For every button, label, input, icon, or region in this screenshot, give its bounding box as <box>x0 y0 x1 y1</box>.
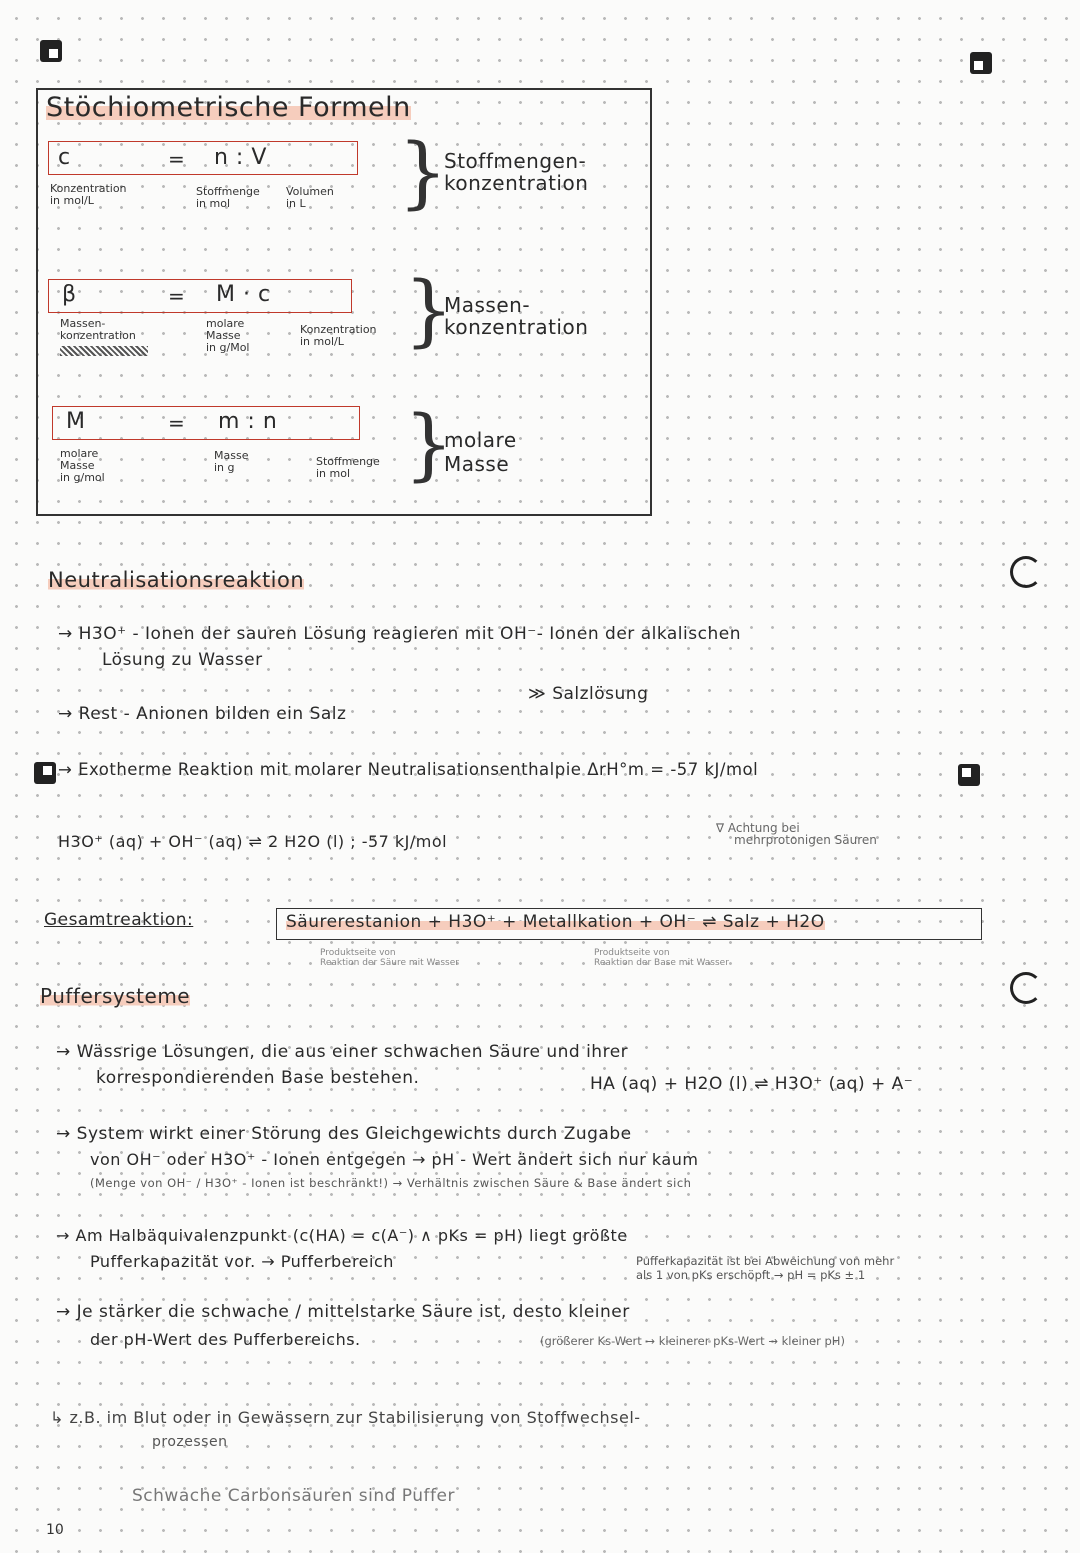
sub-note: Produktseite von Reaktion der Base mit Wasser <box>594 948 729 968</box>
factor-a-label: molare Masse in g/Mol <box>206 317 250 354</box>
scribble-icon <box>60 346 148 356</box>
gesamt-label: Gesamtreaktion: <box>44 910 194 930</box>
formula-description: Massen- konzentration <box>444 293 589 339</box>
text-line: ↳ z.B. im Blut oder in Gewässern zur Stabilisierung von Stoffwechsel- <box>50 1408 641 1427</box>
text-line: von OH⁻ oder H3O⁺ - Ionen entgegen → pH - Wert ändert sich nur kaum <box>90 1150 699 1169</box>
formula-highlight-box <box>48 279 352 313</box>
ring-mark-icon <box>1010 972 1042 1004</box>
factor-b-label: Volumen in L <box>286 185 334 210</box>
text-line: Pufferkapazität vor. → Pufferbereich <box>90 1252 394 1271</box>
formula-lhs: β <box>62 282 77 307</box>
page-title: Stöchiometrische Formeln <box>46 92 411 123</box>
formula-rhs: m : n <box>218 409 278 434</box>
factor-a-label: Stoffmenge in mol <box>196 185 260 210</box>
lhs-label: Konzentration in mol/L <box>50 182 127 207</box>
formula-lhs: M <box>66 409 86 434</box>
sub-note: Produktseite von Reaktion der Säure mit Wasser <box>320 948 459 968</box>
margin-note: ∇ Achtung bei mehrprotonigen Säuren <box>716 821 877 847</box>
margin-note: (größerer Ks-Wert → kleinerer pKs-Wert → kleiner pH) <box>540 1334 845 1348</box>
section-heading-neutralisation: Neutralisationsreaktion <box>48 568 305 592</box>
factor-b-label: Stoffmenge in mol <box>316 455 380 480</box>
corner-mark-icon <box>40 40 62 62</box>
text-line: → Wässrige Lösungen, die aus einer schwachen Säure und ihrer <box>56 1042 629 1062</box>
ring-mark-icon <box>1010 556 1042 588</box>
formula-highlight-box <box>52 406 360 440</box>
text-line: Lösung zu Wasser <box>102 650 263 670</box>
page-number: 10 <box>46 1522 64 1538</box>
text-line: → Exotherme Reaktion mit molarer Neutralisationsenthalpie ΔrH°m = -57 kJ/mol <box>58 760 759 779</box>
formula-highlight-box <box>48 141 358 175</box>
formula-equals: = <box>168 147 186 171</box>
text-line: → System wirkt einer Störung des Gleichgewichts durch Zugabe <box>56 1124 632 1144</box>
formula-equals: = <box>168 411 186 435</box>
section-heading-puffer: Puffersysteme <box>40 984 191 1008</box>
text-line: (Menge von OH⁻ / H3O⁺ - Ionen ist beschränkt!) → Verhältnis zwischen Säure & Base ändert sich <box>90 1176 692 1190</box>
formula-rhs: M · c <box>216 282 271 307</box>
brace-icon: } <box>404 400 454 490</box>
factor-b-label: Konzentration in mol/L <box>300 323 377 348</box>
reaction-equation: H3O⁺ (aq) + OH⁻ (aq) ⇌ 2 H2O (l) ; -57 kJ/mol <box>58 832 448 851</box>
text-line: ≫ Salzlösung <box>528 684 649 704</box>
gesamt-equation: Säurerestanion + H3O⁺ + Metallkation + OH⁻ ⇌ Salz + H2O <box>286 912 825 932</box>
equilibrium-equation: HA (aq) + H2O (l) ⇌ H3O⁺ (aq) + A⁻ <box>590 1074 914 1094</box>
text-line: Schwache Carbonsäuren sind Puffer <box>132 1486 455 1506</box>
margin-note: Pufferkapazität ist bei Abweichung von mehr als 1 von pKs erschöpft → pH = pKs ± 1 <box>636 1254 895 1282</box>
brace-icon: } <box>398 128 448 218</box>
formula-lhs: c <box>58 145 71 170</box>
text-line: korrespondierenden Base bestehen. <box>96 1068 420 1088</box>
formula-equals: = <box>168 284 186 308</box>
corner-mark-icon <box>958 764 980 786</box>
factor-a-label: Masse in g <box>214 449 249 474</box>
text-line: → H3O⁺ - Ionen der sauren Lösung reagieren mit OH⁻- Ionen der alkalischen <box>58 624 741 644</box>
lhs-label: molare Masse in g/mol <box>60 447 105 484</box>
text-line: → Am Halbäquivalenzpunkt (c(HA) = c(A⁻) ∧ pKs = pH) liegt größte <box>56 1226 628 1245</box>
text-line: prozessen <box>152 1434 228 1450</box>
formula-description: Stoffmengen- konzentration <box>444 149 589 195</box>
corner-mark-icon <box>970 52 992 74</box>
text-line: → Je stärker die schwache / mittelstarke Säure ist, desto kleiner <box>56 1302 630 1322</box>
formula-rhs: n : V <box>214 145 267 170</box>
text-line: → Rest - Anionen bilden ein Salz <box>58 704 347 724</box>
text-line: der pH-Wert des Pufferbereichs. <box>90 1330 361 1349</box>
corner-mark-icon <box>34 762 56 784</box>
lhs-label: Massen- konzentration <box>60 317 136 342</box>
formula-description: molare Masse <box>444 428 517 476</box>
brace-icon: } <box>404 266 454 356</box>
